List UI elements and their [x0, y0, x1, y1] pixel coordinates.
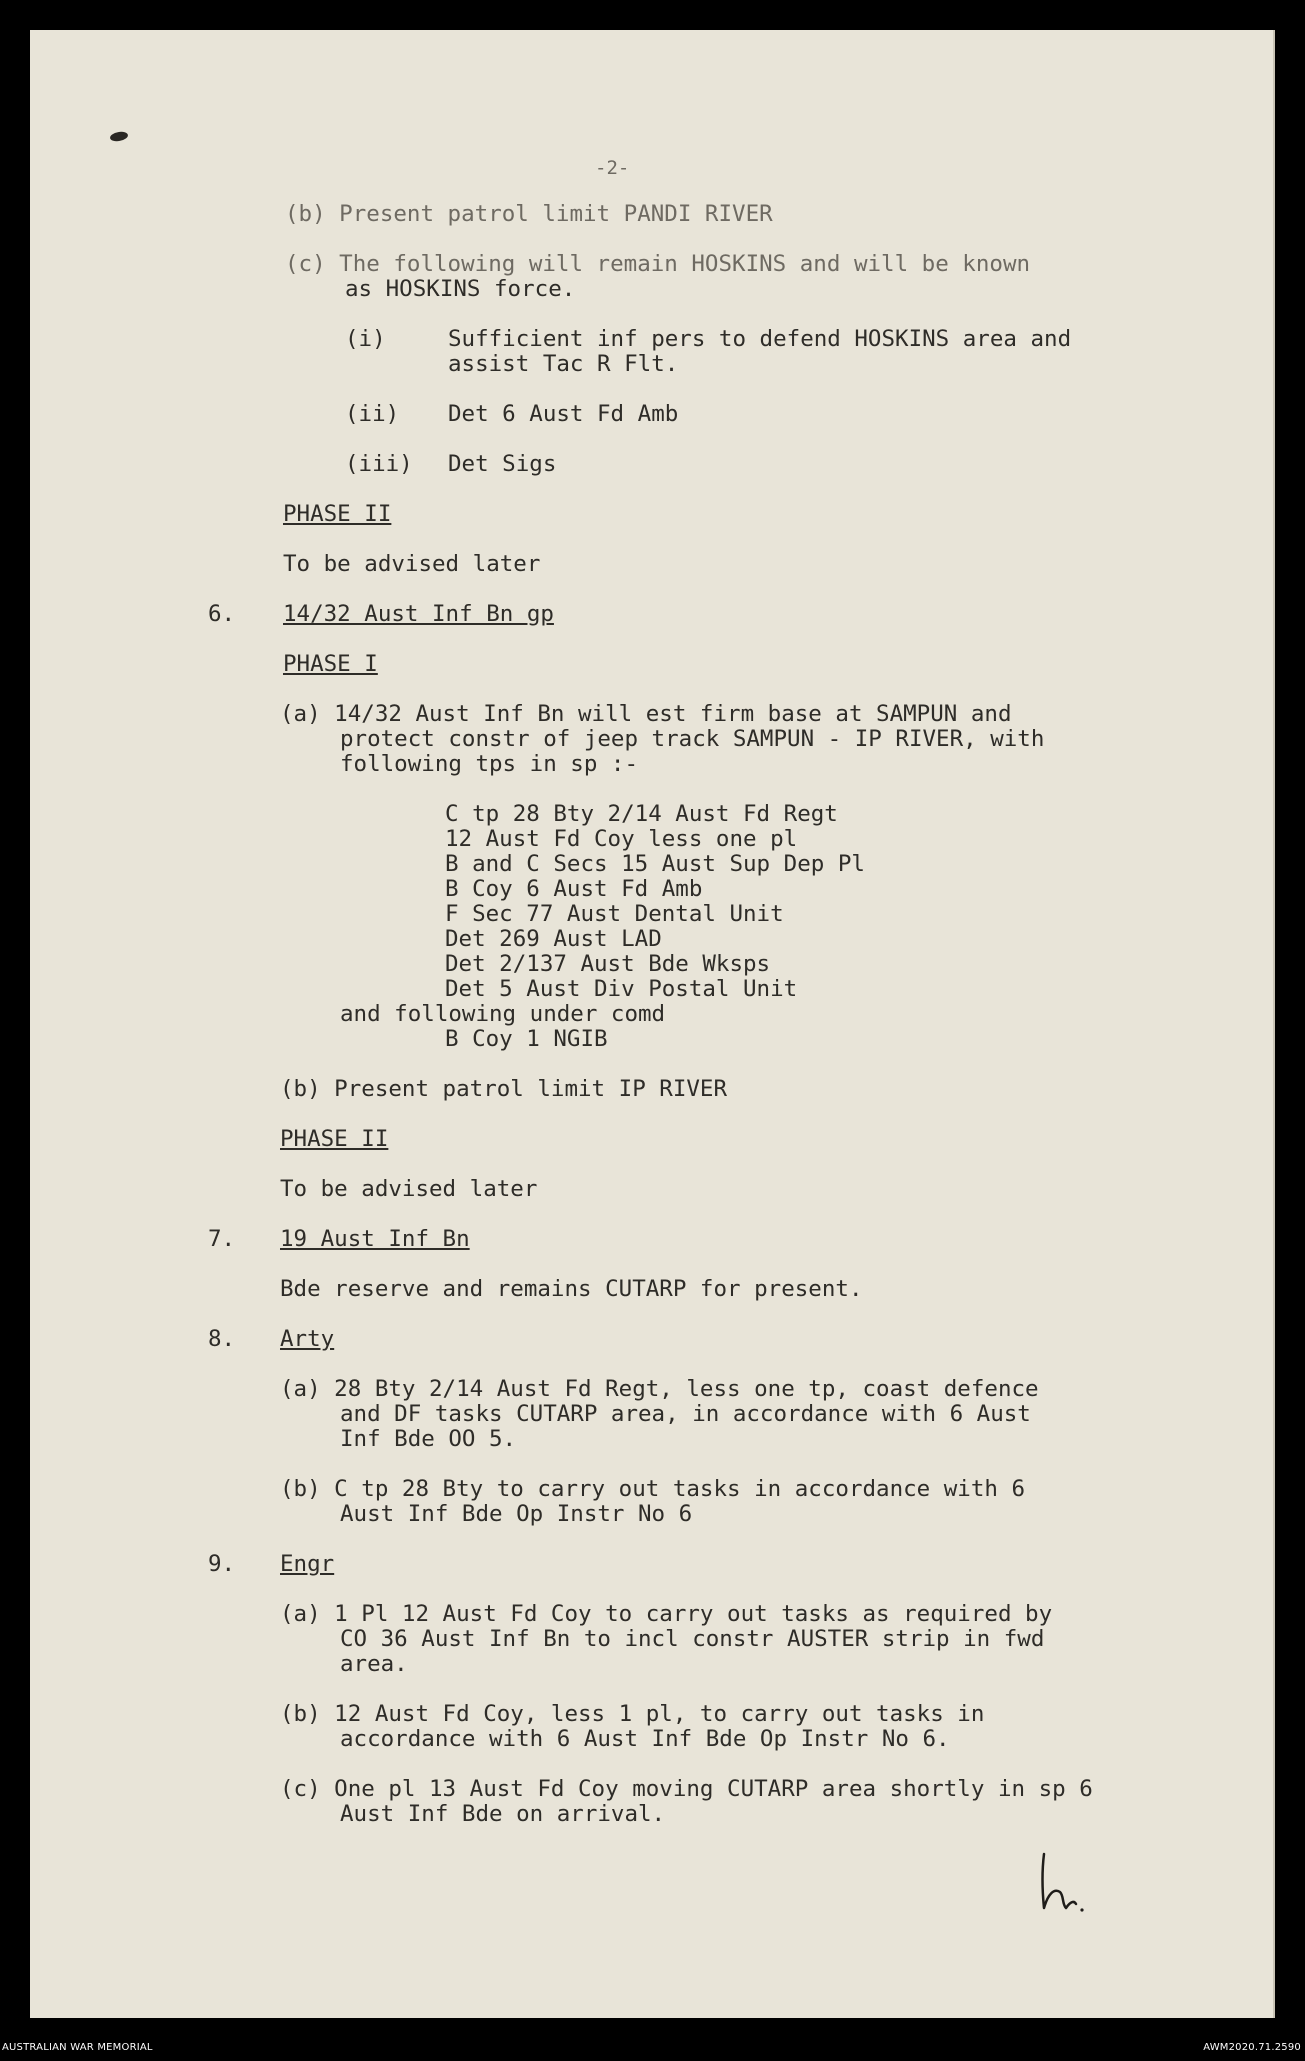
section-6-number: 6.	[208, 601, 236, 627]
page-edge	[1273, 30, 1275, 2018]
troop-list-item: 12 Aust Fd Coy less one pl	[445, 826, 798, 852]
section-6-phase2-heading: PHASE II	[280, 1126, 389, 1152]
handwritten-initial	[1030, 1848, 1090, 1918]
phase1-item-c-line1: (c) The following will remain HOSKINS and will be known	[285, 251, 1031, 277]
sub-item-i-number: (i)	[345, 326, 386, 352]
under-comd-unit: B Coy 1 NGIB	[445, 1026, 608, 1052]
section-9-item-c-line1: (c) One pl 13 Aust Fd Coy moving CUTARP area shortly in sp 6	[280, 1776, 1093, 1802]
sub-item-i-line1: Sufficient inf pers to defend HOSKINS area and	[448, 326, 1072, 352]
archive-credit: AUSTRALIAN WAR MEMORIAL	[2, 2042, 153, 2053]
section-7-text: Bde reserve and remains CUTARP for present.	[280, 1276, 863, 1302]
section-6-item-a-line2: protect constr of jeep track SAMPUN - IP RIVER, with	[340, 726, 1045, 752]
sub-item-i-line2: assist Tac R Flt.	[448, 351, 679, 377]
phase2-heading: PHASE II	[283, 501, 392, 527]
phase1-item-c-line2: as HOSKINS force.	[345, 276, 576, 302]
section-6-item-a-line3: following tps in sp :-	[340, 751, 639, 777]
section-9-heading: Engr	[280, 1551, 335, 1577]
section-8-item-b-line1: (b) C tp 28 Bty to carry out tasks in accordance with 6	[280, 1476, 1026, 1502]
section-8-heading: Arty	[280, 1326, 335, 1352]
section-9-item-b-line2: accordance with 6 Aust Inf Bde Op Instr No 6.	[340, 1726, 950, 1752]
section-6-item-b: (b) Present patrol limit IP RIVER	[280, 1076, 728, 1102]
troop-list-item: Det 269 Aust LAD	[445, 926, 662, 952]
section-7-heading: 19 Aust Inf Bn	[280, 1226, 470, 1252]
troop-list-item: F Sec 77 Aust Dental Unit	[445, 901, 784, 927]
punch-hole	[109, 131, 128, 143]
section-7-number: 7.	[208, 1226, 236, 1252]
troop-list-item: Det 2/137 Aust Bde Wksps	[445, 951, 771, 977]
section-8-item-a-line1: (a) 28 Bty 2/14 Aust Fd Regt, less one tp, coast defence	[280, 1376, 1039, 1402]
sub-item-ii-text: Det 6 Aust Fd Amb	[448, 401, 679, 427]
phase1-item-b: (b) Present patrol limit PANDI RIVER	[285, 201, 773, 227]
section-6-item-a-line1: (a) 14/32 Aust Inf Bn will est firm base at SAMPUN and	[280, 701, 1012, 727]
section-9-item-a-line2: CO 36 Aust Inf Bn to incl constr AUSTER strip in fwd	[340, 1626, 1045, 1652]
sub-item-iii-number: (iii)	[345, 451, 413, 477]
section-9-item-c-line2: Aust Inf Bde on arrival.	[340, 1801, 666, 1827]
section-9-item-b-line1: (b) 12 Aust Fd Coy, less 1 pl, to carry out tasks in	[280, 1701, 985, 1727]
section-9-number: 9.	[208, 1551, 236, 1577]
troop-list-item: B and C Secs 15 Aust Sup Dep Pl	[445, 851, 865, 877]
section-9-item-a-line3: area.	[340, 1651, 408, 1677]
phase2-text: To be advised later	[283, 551, 541, 577]
sub-item-ii-number: (ii)	[345, 401, 400, 427]
section-6-heading: 14/32 Aust Inf Bn gp	[283, 601, 554, 627]
section-8-item-a-line2: and DF tasks CUTARP area, in accordance with 6 Aust	[340, 1401, 1031, 1427]
archive-reference: AWM2020.71.2590	[1203, 2042, 1301, 2053]
section-8-item-a-line3: Inf Bde OO 5.	[340, 1426, 517, 1452]
under-comd-label: and following under comd	[340, 1001, 666, 1027]
section-9-item-a-line1: (a) 1 Pl 12 Aust Fd Coy to carry out tasks as required by	[280, 1601, 1053, 1627]
section-8-number: 8.	[208, 1326, 236, 1352]
troop-list-item: Det 5 Aust Div Postal Unit	[445, 976, 798, 1002]
document-page	[30, 30, 1275, 2018]
section-6-phase2-text: To be advised later	[280, 1176, 538, 1202]
troop-list-item: C tp 28 Bty 2/14 Aust Fd Regt	[445, 801, 838, 827]
section-6-phase1-heading: PHASE I	[283, 651, 378, 677]
page-marker: -2-	[595, 157, 630, 179]
troop-list-item: B Coy 6 Aust Fd Amb	[445, 876, 703, 902]
sub-item-iii-text: Det Sigs	[448, 451, 557, 477]
section-8-item-b-line2: Aust Inf Bde Op Instr No 6	[340, 1501, 693, 1527]
